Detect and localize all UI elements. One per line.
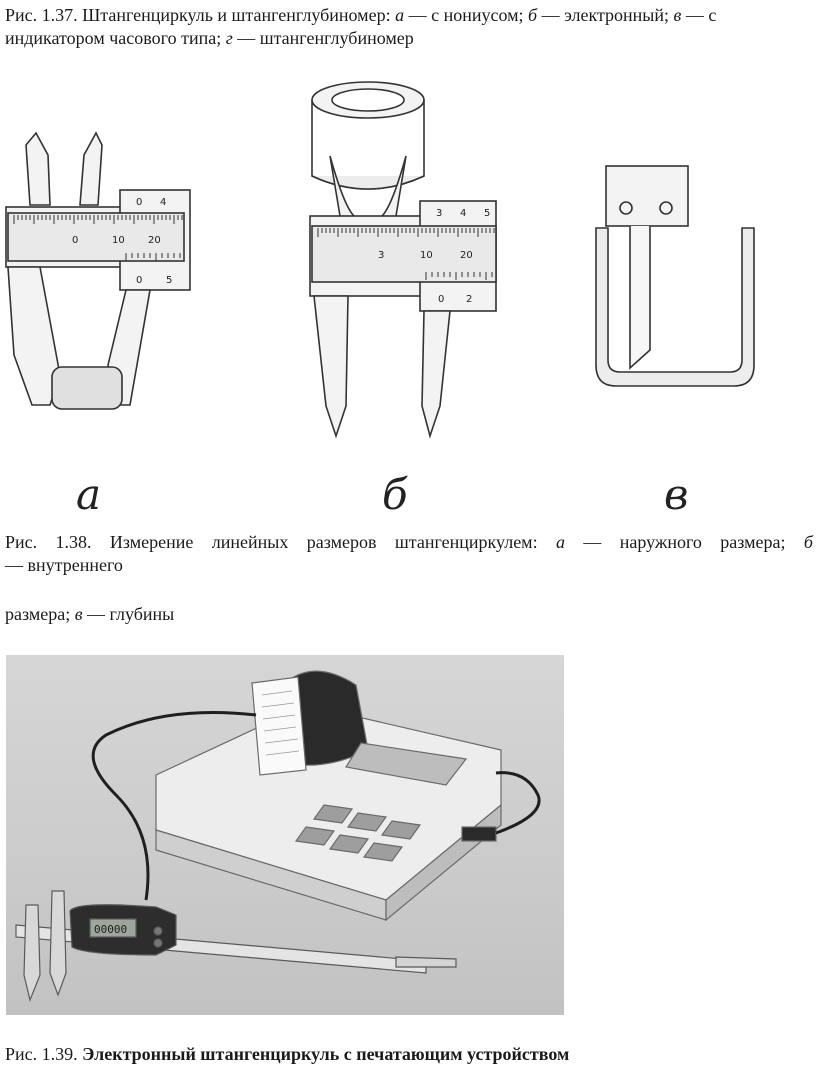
caption-137-g: г [225,28,233,48]
caption-138-b: б [803,532,813,552]
printer-device [156,671,501,920]
figure-label-a: а [76,470,102,519]
scale-a-vernier-0: 0 [136,275,143,286]
figure-label-v: в [664,470,689,519]
caption-138-v: в [74,604,83,624]
caption-137-a: а [395,5,405,25]
scale-b-main-20: 20 [460,250,473,261]
caption-138-a-text: — наружного размера; [564,532,804,552]
scale-b-top-5: 5 [484,208,491,219]
scale-b-vernier-2: 2 [466,294,473,305]
scale-a-main-20: 20 [148,235,161,246]
scale-b-top-4: 4 [460,208,467,219]
scale-b-vernier-0: 0 [438,294,445,305]
caption-139-title: Электронный штангенциркуль с печатающим устройством [82,1044,570,1064]
scale-a-top-4: 4 [160,197,167,208]
figure-b-internal-measurement [300,76,510,446]
caption-fig-1-39 [5,1043,569,1066]
caption-138-v-text: — глубины [82,604,175,624]
figure-v-depth-measurement [590,160,765,395]
scale-b-top-3: 3 [436,208,443,219]
photo-electronic-caliper-with-printer [6,655,564,1015]
figure-label-b: б [382,470,408,519]
caption-139-prefix: Рис. 1.39. [5,1044,83,1064]
scale-a-vernier-5: 5 [166,275,173,286]
caption-138-a: а [555,532,565,552]
caption-138-prefix: Рис. 1.38. Измерение линейных размеров штангенциркулем: [5,532,556,552]
caption-138-line3-prefix: размера; [5,604,75,624]
caption-137-a-text: — с нониусом; [404,5,529,25]
scale-a-main-0: 0 [72,235,79,246]
caption-137-b: б [528,5,538,25]
caption-fig-1-37 [5,4,815,50]
caption-fig-1-38-line1 [5,531,813,554]
caption-137-g-text: — штангенглубиномер [232,28,414,48]
caption-137-b-text: — электронный; [537,5,674,25]
caption-137-v-text: — с индикатором часового типа; [5,5,717,48]
caption-fig-1-38-line2: — внутреннего [5,555,123,575]
caption-137-v: в [673,5,682,25]
scale-a-main-10: 10 [112,235,125,246]
svg-text:00000: 00000 [94,923,128,936]
figure-a-external-measurement [0,115,200,445]
caption-137-prefix: Рис. 1.37. Штангенциркуль и штангенглубиномер: [5,5,396,25]
scale-b-main-10: 10 [420,250,433,261]
caption-fig-1-38-line3 [5,603,174,626]
scale-b-main-3: 3 [378,250,385,261]
scale-a-top-0: 0 [136,197,143,208]
